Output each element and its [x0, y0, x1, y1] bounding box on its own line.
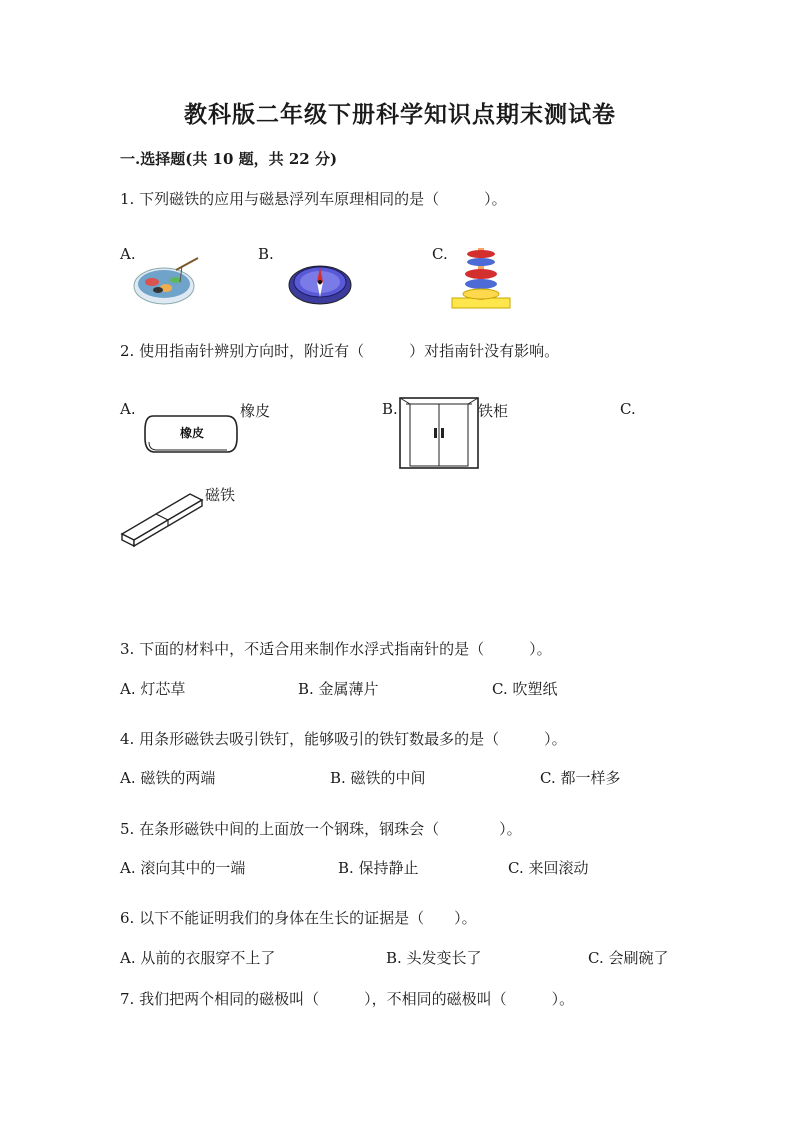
- eraser-icon: [143, 412, 239, 456]
- question-2-caption-eraser: 橡皮: [240, 402, 271, 420]
- question-7-text: 7. 我们把两个相同的磁极叫（ ），不相同的磁极叫（ ）。: [120, 990, 575, 1008]
- question-3-option-c: C. 吹塑纸: [492, 680, 558, 698]
- question-4-text: 4. 用条形磁铁去吸引铁钉，能够吸引的铁钉数最多的是（ ）。: [120, 730, 567, 748]
- eraser-label: 橡皮: [179, 426, 205, 440]
- question-3-option-a: A. 灯芯草: [120, 680, 186, 698]
- question-6-option-c: C. 会刷碗了: [588, 949, 669, 967]
- question-4-option-b: B. 磁铁的中间: [330, 769, 426, 787]
- question-2-option-a: A.: [120, 400, 136, 418]
- question-1-option-c: C.: [432, 245, 448, 263]
- magnetic-ring-tower-icon: [450, 244, 512, 310]
- question-2-option-c: C.: [620, 400, 636, 418]
- question-2-option-b: B.: [382, 400, 398, 418]
- compass-icon: [287, 255, 353, 307]
- question-3-text: 3. 下面的材料中，不适合用来制作水浮式指南针的是（ ）。: [120, 640, 552, 658]
- iron-cabinet-icon: [398, 394, 480, 470]
- question-5-option-a: A. 滚向其中的一端: [120, 859, 246, 877]
- question-6-option-b: B. 头发变长了: [386, 949, 482, 967]
- question-1-option-b: B.: [258, 245, 274, 263]
- question-4-option-c: C. 都一样多: [540, 769, 621, 787]
- question-6-option-a: A. 从前的衣服穿不上了: [120, 949, 276, 967]
- question-2-text: 2. 使用指南针辨别方向时，附近有（ ）对指南针没有影响。: [120, 342, 560, 360]
- question-4-option-a: A. 磁铁的两端: [120, 769, 216, 787]
- question-2-caption-cabinet: 铁柜: [478, 402, 509, 420]
- question-5-option-b: B. 保持静止: [338, 859, 419, 877]
- question-1-text: 1. 下列磁铁的应用与磁悬浮列车原理相同的是（ ）。: [120, 190, 507, 208]
- question-5-option-c: C. 来回滚动: [508, 859, 589, 877]
- bar-magnet-icon: [120, 486, 206, 548]
- question-2-caption-magnet: 磁铁: [205, 486, 236, 504]
- section-heading: 一.选择题(共 10 题，共 22 分): [120, 150, 338, 168]
- question-6-text: 6. 以下不能证明我们的身体在生长的证据是（ ）。: [120, 909, 477, 927]
- question-3-option-b: B. 金属薄片: [298, 680, 379, 698]
- magnetic-fishing-toy-icon: [132, 252, 204, 310]
- page-title: 教科版二年级下册科学知识点期末测试卷: [184, 102, 616, 128]
- question-5-text: 5. 在条形磁铁中间的上面放一个钢珠，钢珠会（ ）。: [120, 820, 522, 838]
- question-1-option-a: A.: [120, 245, 136, 263]
